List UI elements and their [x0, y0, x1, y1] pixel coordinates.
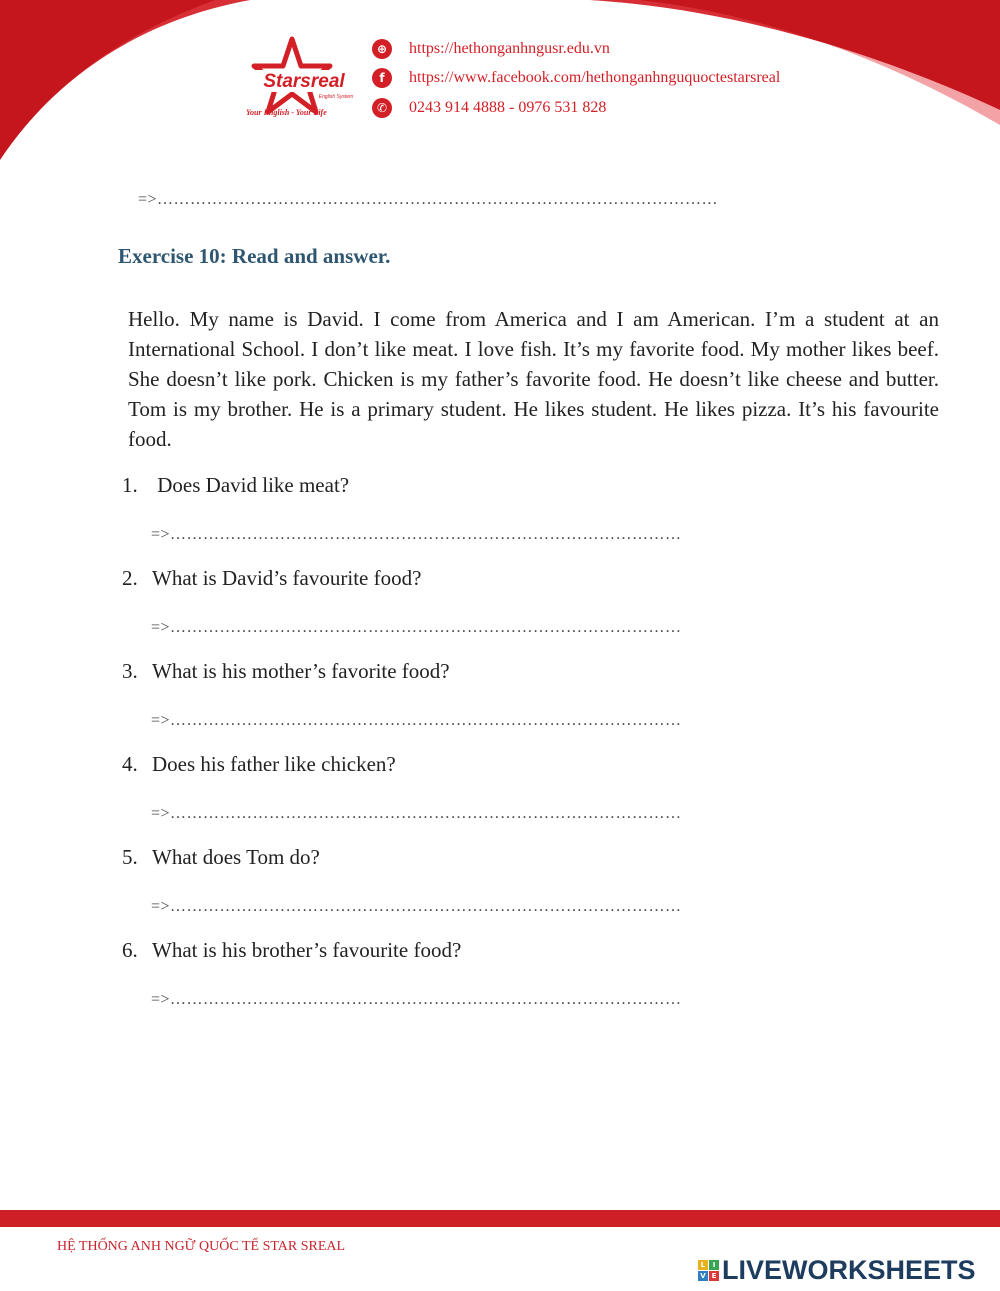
question-number: 5.	[122, 845, 138, 869]
logo-letter: I	[709, 1260, 719, 1270]
question-6	[122, 938, 461, 963]
question-4	[122, 752, 396, 777]
question-number: 4.	[122, 752, 138, 776]
question-text: What is David’s favourite food?	[152, 566, 422, 590]
exercise-title: Exercise 10: Read and answer.	[118, 244, 391, 268]
question-2	[122, 566, 421, 591]
answer-line-2[interactable]: =>…………………………………………………………………………………	[151, 619, 682, 636]
question-text: What does Tom do?	[152, 845, 320, 869]
question-1	[122, 473, 349, 498]
question-5	[122, 845, 320, 870]
answer-line-1[interactable]: =>…………………………………………………………………………………	[151, 526, 682, 543]
liveworksheets-blocks-icon	[698, 1260, 719, 1281]
answer-line-3[interactable]: =>…………………………………………………………………………………	[151, 712, 682, 729]
footer-bar	[0, 1210, 1000, 1227]
question-text: What is his brother’s favourite food?	[152, 938, 462, 962]
answer-line-top[interactable]: =>…………………………………………………………………………………………	[138, 191, 719, 208]
reading-passage: Hello. My name is David. I come from America and I am American. I’m a student at an International School. I don’t like meat. I love fish. It’s my favorite food. My mother likes beef. She doesn’t like pork. Chicken is my father’s favorite food. He doesn’t like cheese and butter. Tom is my brother. He is a primary student. He likes student. He likes pizza. It’s his favourite food.	[128, 307, 939, 451]
question-text: Does his father like chicken?	[152, 752, 396, 776]
liveworksheets-logo	[698, 1254, 976, 1286]
liveworksheets-logo-text: LIVEWORKSHEETS	[722, 1254, 976, 1285]
question-number: 6.	[122, 938, 138, 962]
answer-line-6[interactable]: =>…………………………………………………………………………………	[151, 991, 682, 1008]
answer-line-5[interactable]: =>…………………………………………………………………………………	[151, 898, 682, 915]
question-number: 1.	[122, 473, 138, 497]
question-number: 3.	[122, 659, 138, 683]
answer-line-4[interactable]: =>…………………………………………………………………………………	[151, 805, 682, 822]
contact-facebook-text: https://www.facebook.com/hethonganhnguquoctestarsreal	[409, 69, 781, 86]
contact-website	[372, 37, 610, 61]
question-number: 2.	[122, 566, 138, 590]
contact-facebook	[372, 66, 780, 90]
question-text: What is his mother’s favorite food?	[152, 659, 450, 683]
phone-icon: ✆	[372, 98, 392, 118]
facebook-icon: f	[372, 68, 392, 88]
logo-letter: E	[709, 1271, 719, 1281]
contact-phone	[372, 96, 606, 120]
contact-website-text: https://hethonganhngusr.edu.vn	[409, 40, 610, 57]
footer-text: HỆ THỐNG ANH NGỮ QUỐC TẾ STAR SREAL	[57, 1239, 346, 1254]
question-3	[122, 659, 450, 684]
logo-brand: Starsreal	[263, 71, 345, 92]
logo-tagline: Your English - Your Life	[246, 108, 327, 117]
logo-letter: L	[698, 1260, 708, 1270]
logo-brand-sub: English System	[318, 94, 354, 100]
logo-letter: V	[698, 1271, 708, 1281]
question-text: Does David like meat?	[152, 473, 350, 497]
contact-phone-text: 0243 914 4888 - 0976 531 828	[409, 99, 607, 116]
globe-icon: ⊕	[372, 39, 392, 59]
